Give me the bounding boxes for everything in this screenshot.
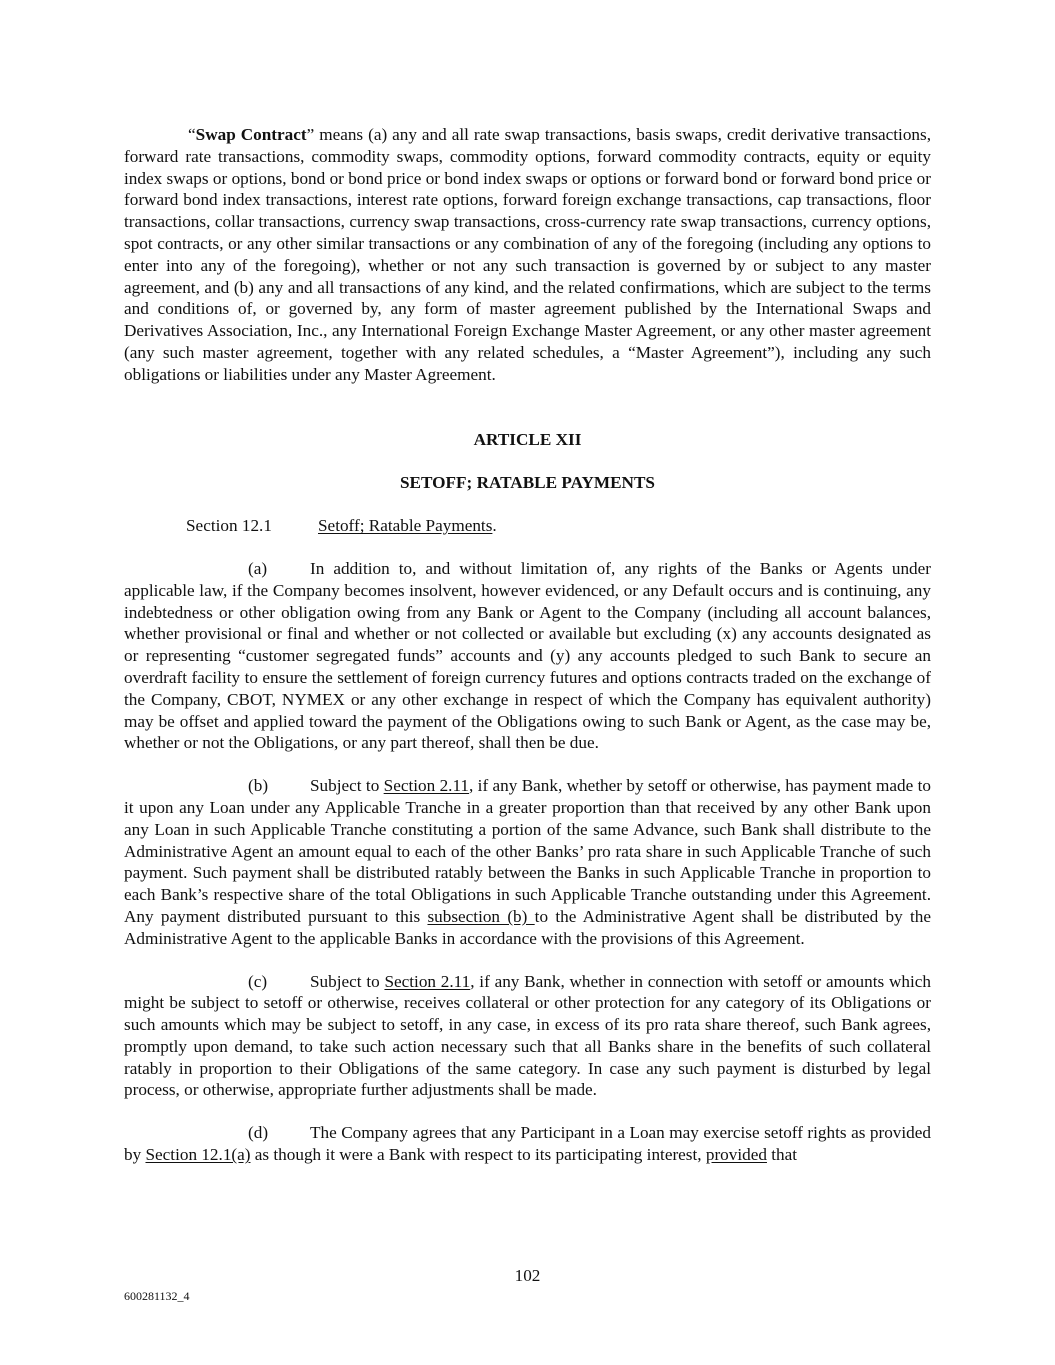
subsection-b-label: (b) <box>248 776 269 796</box>
subsection-c-post: , if any Bank, whether in connection with setoff or amounts which might be subject to setoff or otherwise, receives collateral or other protection for any category of its Obligations or such amounts which may be subject to setoff, in any case, in excess of its pro rata share thereof, such Bank agrees, promptly upon demand, to take such action necessary such that all Banks share in the benefits of such collateral ratably in proportion to their Obligations of the same category. In case any such payment is disturbed by legal process, or otherwise, appropriate further adjustments shall be made. <box>124 971 931 1100</box>
section-12-1a-reference: Section 12.1(a) <box>145 1145 251 1165</box>
subsection-d-pre: The Company agrees that any Participant in a Loan may exercise setoff rights as provided by <box>124 1123 931 1165</box>
open-quote: “ <box>188 125 196 144</box>
subsection-c <box>124 971 931 1102</box>
subsection-a-text: In addition to, and without limitation of, any rights of the Banks or Agents under applicable law, if the Company becomes insolvent, however evidenced, or any Default occurs and is continuing, any indebtedness or other obligation owing from any Bank or Agent to the Company (including all account balances, whether provisional or final and whether or not collected or available but excluding (x) any accounts designated as or representing “customer segregated funds” accounts and (y) any accounts pledged to such Bank to secure an overdraft facility to ensure the settlement of foreign currency futures and options contracts traded on the exchange of the Company, CBOT, NYMEX or any other exchange in respect of which the Company has equivalent authority) may be offset and applied toward the payment of the Obligations owing to such Bank or Agent, as the case may be, whether or not the Obligations, or any part thereof, shall then be due. <box>124 558 931 753</box>
document-page <box>124 124 931 1166</box>
subsection-b <box>124 775 931 949</box>
subsection-d-post: that <box>766 1145 798 1165</box>
subsection-a <box>124 558 931 754</box>
subsection-b-reference: subsection (b) <box>427 906 535 926</box>
section-title: Setoff; Ratable Payments <box>318 516 493 536</box>
provided-term: provided <box>705 1145 767 1165</box>
subsection-c-label: (c) <box>248 971 268 991</box>
subsection-d <box>124 1122 931 1166</box>
article-number: ARTICLE XII <box>473 429 582 449</box>
subsection-a-label: (a) <box>248 558 268 578</box>
section-number: Section 12.1 <box>186 516 272 536</box>
subsection-d-label: (d) <box>248 1123 269 1143</box>
subsection-c-pre: Subject to <box>310 971 385 991</box>
close-quote: ” <box>306 125 315 144</box>
subsection-b-pre: Subject to <box>310 776 384 796</box>
section-2-11-reference: Section 2.11 <box>384 971 471 991</box>
section-heading <box>124 515 931 537</box>
definition-text: means (a) any and all rate swap transactions, basis swaps, credit derivative transactions, forward rate transactions, commodity swaps, commodity options, forward commodity contracts, equity or equity index swaps or options, bond or bond price or bond index swaps or options or forward bond or forward bond price or forward bond index transactions, interest rate options, forward foreign exchange transactions, cap transactions, floor transactions, collar transactions, currency swap transactions, cross-currency rate swap transactions, currency options, spot contracts, or any other similar transactions or any combination of any of the foregoing (including any options to enter into any of the foregoing), whether or not any such transaction is governed by or subject to any master agreement, and (b) any and all transactions of any kind, and the related confirmations, which are subject to the terms and conditions of, or governed by, any form of master agreement published by the International Swaps and Derivatives Association, Inc., any International Foreign Exchange Master Agreement, or any other master agreement (any such master agreement, together with any related schedules, a “Master Agreement”), including any such obligations or liabilities under any Master Agreement. <box>124 125 931 384</box>
page-number: 102 <box>514 1266 541 1285</box>
section-title-period: . <box>492 516 497 536</box>
swap-contract-definition <box>124 124 931 386</box>
section-2-11-reference: Section 2.11 <box>383 776 470 796</box>
subsection-d-mid: as though it were a Bank with respect to its participating interest, <box>250 1145 706 1165</box>
subsection-b-post: to the Administrative Agent shall be distributed by the Administrative Agent to the applicable Banks in accordance with the provisions of this Agreement. <box>124 906 931 948</box>
subsection-b-mid: , if any Bank, whether by setoff or otherwise, has payment made to it upon any Loan under any Applicable Tranche in a greater proportion than that received by any other Bank upon any Loan in such Applicable Tranche constituting a portion of the same Advance, such Bank shall distribute to the Administrative Agent an amount equal to each of the other Banks’ pro rata share in such Applicable Tranche of such payment. Such payment shall be distributed ratably between the Banks in such Applicable Tranche in proportion to each Bank’s respective share of the total Obligations in such Applicable Tranche outstanding under this Agreement. Any payment distributed pursuant to this <box>124 776 931 926</box>
defined-term: Swap Contract <box>195 125 307 144</box>
article-title: SETOFF; RATABLE PAYMENTS <box>400 473 655 493</box>
document-id: 600281132_4 <box>124 1289 190 1303</box>
